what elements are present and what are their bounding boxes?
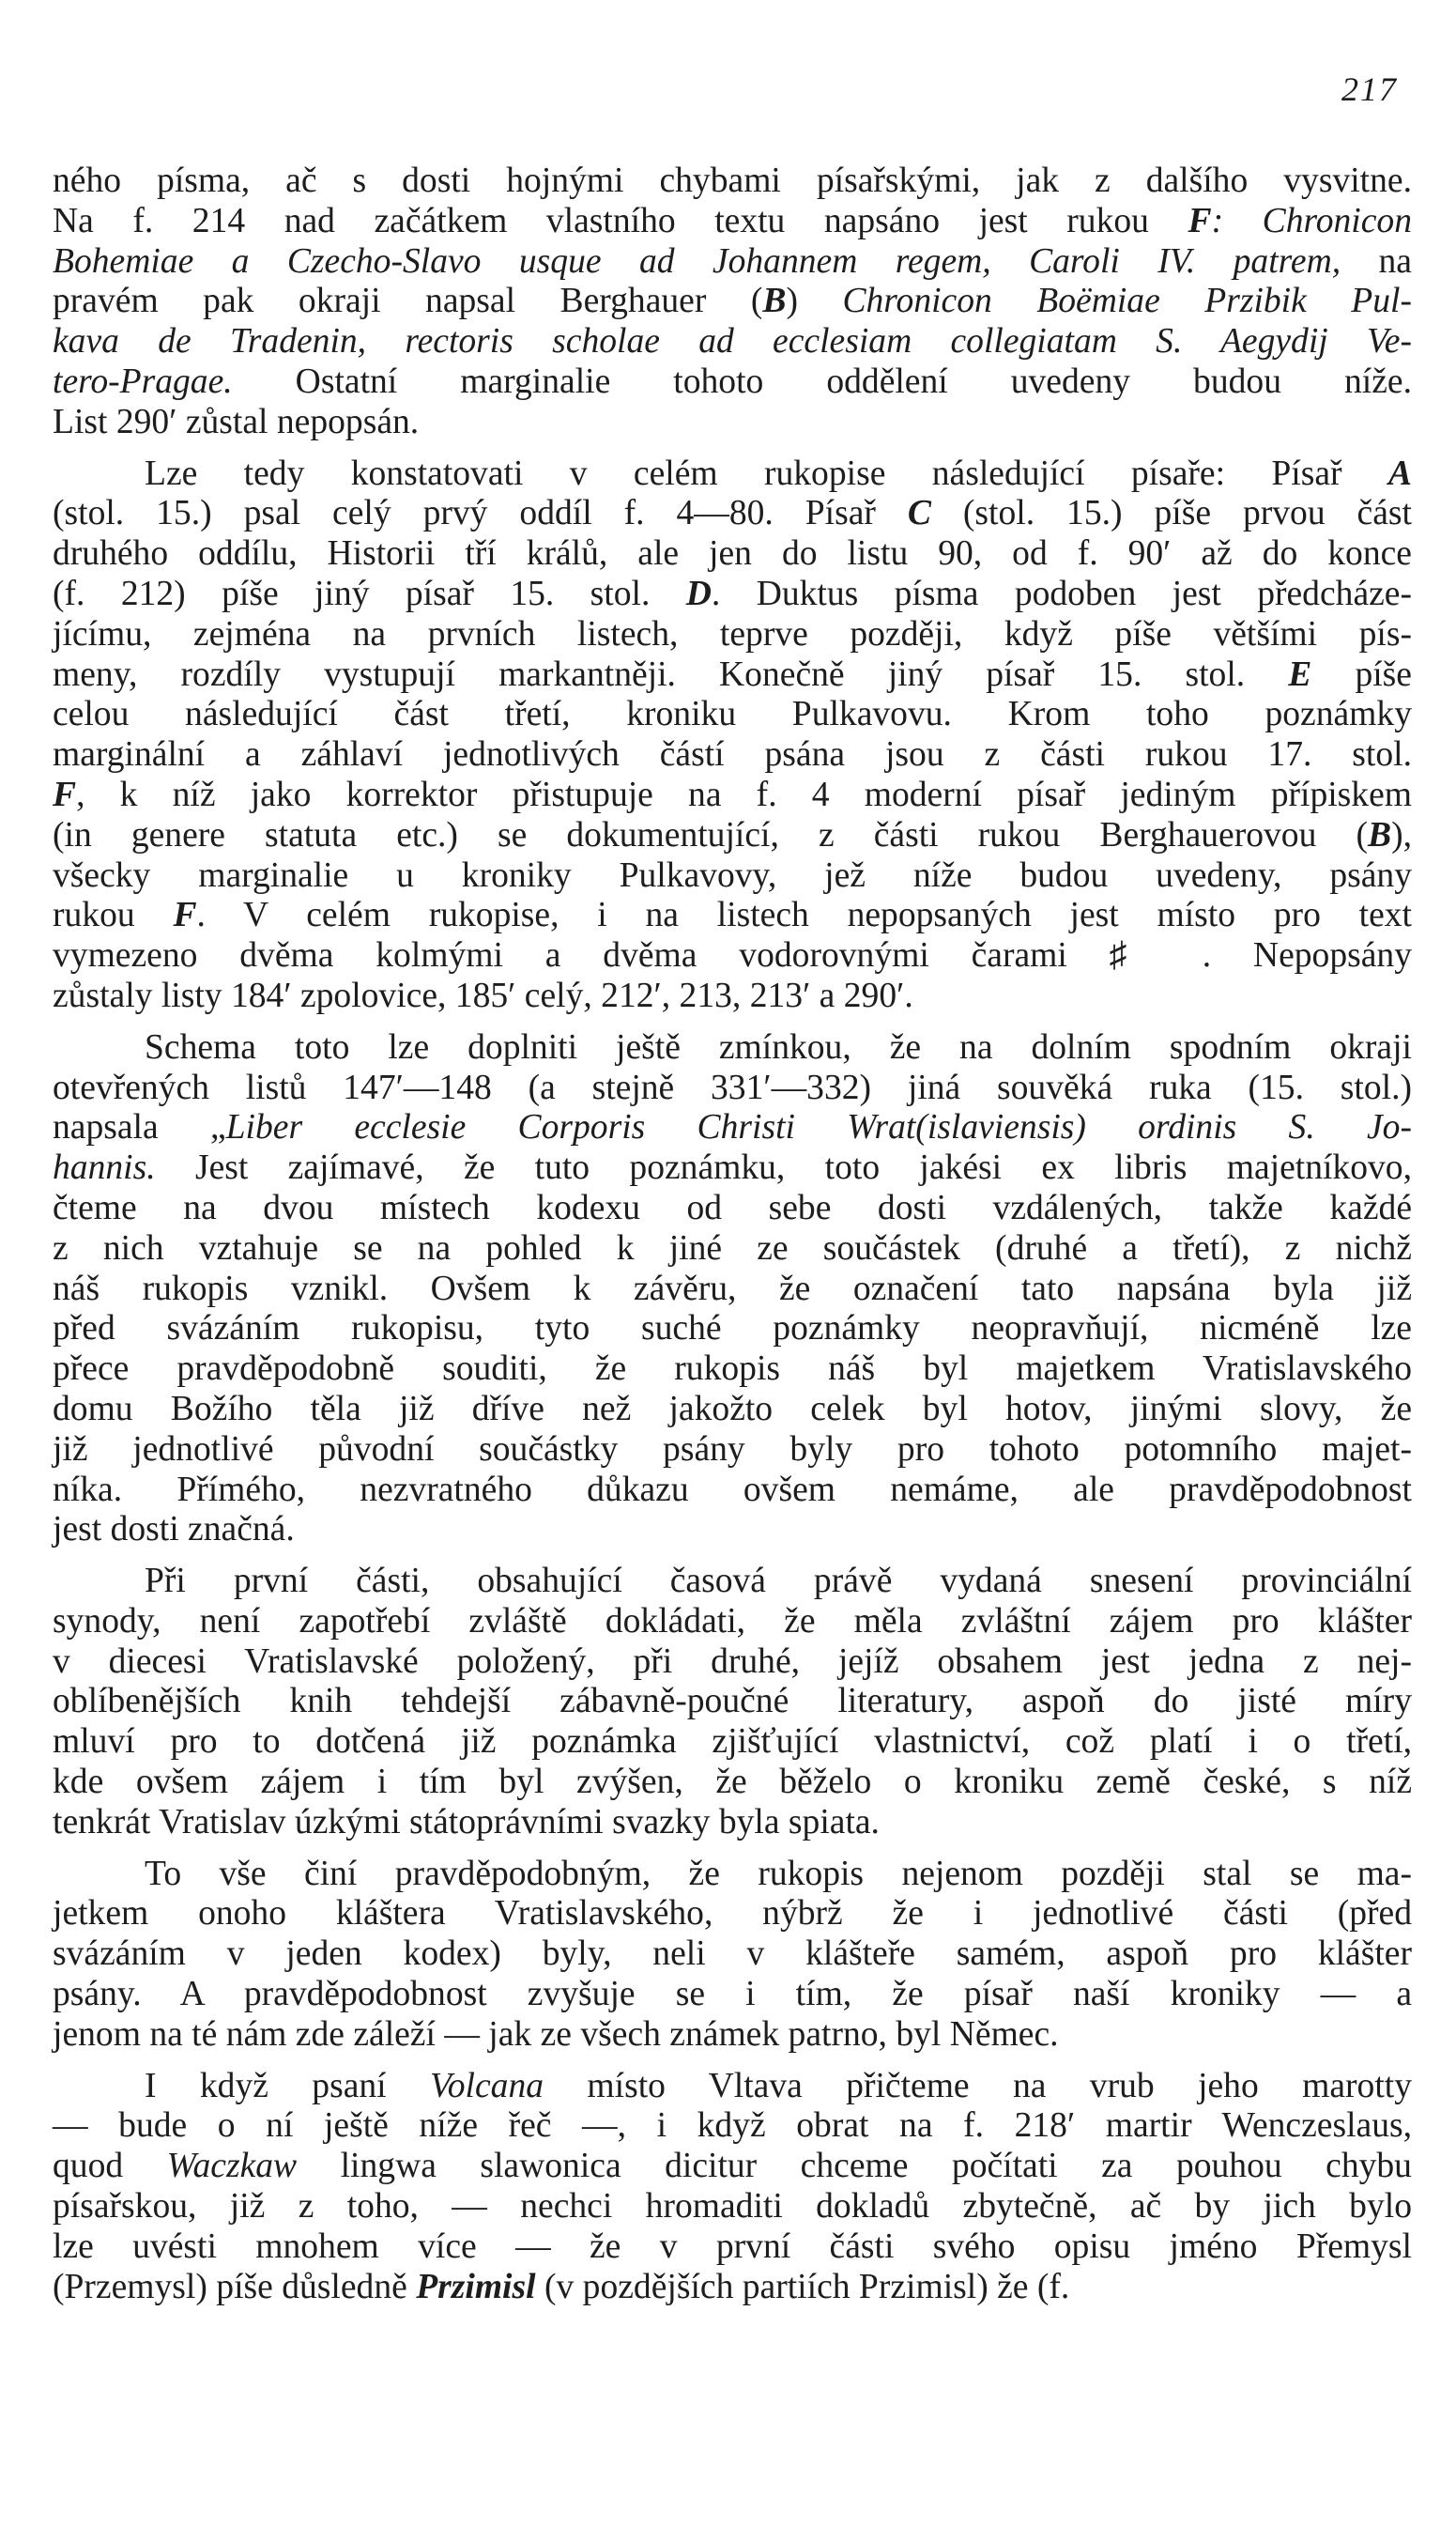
paragraph [53, 1017, 1412, 1550]
text-line [53, 896, 1412, 936]
text-run: otevřených listů 147′—148 (a stejně 331′—332) jiná souvěká ruka (15. stol.) [53, 1068, 1412, 1107]
italic-run: kava de Tradenin, rectoris scholae ad ecclesiam collegiatam S. Aegydij Ve- [53, 322, 1412, 362]
text-line [53, 322, 1412, 362]
text-line [53, 1349, 1412, 1390]
bold-italic-run: C [907, 494, 931, 533]
text-line [53, 162, 1412, 202]
text-line [53, 1108, 1412, 1148]
text-line [53, 1855, 1412, 1895]
text-run: oblíbenějších knih tehdejší zábavně-poučné literatury, aspoň do jisté míry [53, 1682, 1412, 1721]
text-line [53, 1682, 1412, 1722]
text-line [53, 856, 1412, 897]
text-run: domu Božího těla již dříve než jakožto celek byl hotov, jinými slovy, že [53, 1389, 1412, 1428]
paragraph [53, 1843, 1412, 2056]
text-line [53, 2147, 1412, 2187]
italic-run: Volcana [429, 2066, 544, 2105]
text-run: lingwa slawonica dicitur chceme počítati za pouhou chybu [297, 2147, 1412, 2186]
text-run: písařskou, již z toho, — nechci hromaditi dokladů zbytečně, ač by jich bylo [53, 2187, 1412, 2227]
text-run: lze uvésti mnohem více — že v první části svého opisu jméno Přemysl [53, 2227, 1412, 2266]
text-run: (v pozdějších partiích Przimisl) že (f. [535, 2267, 1070, 2306]
bold-italic-run: Przimisl [416, 2267, 536, 2306]
text-line [53, 1270, 1412, 1310]
bold-italic-run: E [1288, 655, 1312, 694]
text-run: . Duktus písma podoben jest předcháze- [711, 574, 1412, 613]
italic-run: Chronicon Boëmiae Przibik Pul- [842, 282, 1412, 321]
text-line [53, 1229, 1412, 1270]
bold-italic-run: D [685, 574, 712, 613]
text-run: jícímu, zejména na prvních listech, teprve později, když píše většími pís- [53, 614, 1412, 654]
bold-italic-run: F [53, 775, 77, 814]
text-run: na [1341, 241, 1412, 281]
text-line [53, 1028, 1412, 1069]
text-run: meny, rozdíly vystupují markantněji. Konečně jiný písař 15. stol. [53, 655, 1289, 694]
text-run: (f. 212) píše jiný písař 15. stol. [53, 574, 686, 613]
text-line [53, 2227, 1412, 2268]
text-line [53, 695, 1412, 735]
text-line [53, 1803, 1412, 1843]
text-line [53, 242, 1412, 283]
text-run: psány. A pravděpodobnost zvyšuje se i tím, že písař naší kroniky — a [53, 1975, 1412, 2014]
text-run: již jednotlivé původní součástky psány byly pro tohoto potomního majet- [53, 1429, 1412, 1469]
text-line [53, 1934, 1412, 1975]
text-line [53, 1562, 1412, 1602]
text-run: ného písma, ač s dosti hojnými chybami písařskými, jak z dalšího vysvitne. [53, 162, 1412, 200]
text-run: jest dosti značná. [53, 1510, 295, 1549]
text-run: ) [786, 282, 843, 321]
italic-run: : Chronicon [1211, 201, 1412, 240]
text-run: jenom na té nám zde záleží — jak ze všech známek patrno, byl Němec. [53, 2014, 1059, 2054]
bold-italic-run: A [1387, 454, 1412, 493]
text-line [53, 735, 1412, 776]
text-run: I když psaní [145, 2066, 430, 2105]
text-run: Na f. 214 nad začátkem vlastního textu napsáno jest rukou [53, 201, 1188, 240]
text-line [53, 977, 1412, 1017]
text-run: (Przemysl) píše důsledně [53, 2267, 417, 2306]
text-run: pravém pak okraji napsal Berghauer ( [53, 282, 763, 321]
text-line [53, 655, 1412, 696]
text-line [53, 2106, 1412, 2147]
text-run: (stol. 15.) píše prvou část [930, 494, 1412, 533]
text-line [53, 1642, 1412, 1683]
bold-italic-run: B [1368, 815, 1392, 855]
text-line [53, 1148, 1412, 1189]
text-line [53, 202, 1412, 242]
paragraph [53, 443, 1412, 1017]
text-line [53, 1069, 1412, 1109]
text-line [53, 2187, 1412, 2227]
text-run: přece pravděpodobně souditi, že rukopis náš byl majetkem Vratislavského [53, 1349, 1412, 1389]
text-line [53, 816, 1412, 856]
text-line [53, 494, 1412, 534]
text-line [53, 575, 1412, 615]
text-run: čteme na dvou místech kodexu od sebe dosti vzdálených, takže každé [53, 1188, 1412, 1227]
text-line [53, 455, 1412, 495]
text-run: Jest zajímavé, že tuto poznámku, toto jakési ex libris majetníkovo, [155, 1148, 1412, 1188]
text-line [53, 1975, 1412, 2015]
text-line [53, 1430, 1412, 1471]
text-line [53, 1189, 1412, 1229]
text-line [53, 936, 1412, 977]
paragraph [53, 162, 1412, 443]
text-line [53, 362, 1412, 403]
text-run: z nich vztahuje se na pohled k jiné ze součástek (druhé a třetí), z nichž [53, 1228, 1412, 1268]
text-run: , k níž jako korrektor přistupuje na f. 4 moderní písař jediným přípiskem [76, 775, 1412, 814]
text-run: tenkrát Vratislav úzkými státoprávními svazky byla spiata. [53, 1802, 880, 1841]
text-line [53, 2067, 1412, 2107]
text-run: ), [1391, 815, 1412, 855]
text-line [53, 1602, 1412, 1642]
text-run: (stol. 15.) psal celý prvý oddíl f. 4—80. Písař [53, 494, 908, 533]
text-run: marginální a záhlaví jednotlivých částí psána jsou z části rukou 17. stol. [53, 735, 1412, 775]
text-line [53, 2015, 1412, 2056]
text-line [53, 615, 1412, 655]
text-line [53, 1763, 1412, 1803]
bold-italic-run: B [762, 282, 787, 321]
text-line [53, 282, 1412, 322]
text-run: zůstaly listy 184′ zpolovice, 185′ celý, 212′, 213, 213′ a 290′. [53, 976, 913, 1015]
text-run: všecky marginalie u kroniky Pulkavovy, jež níže budou uvedeny, psány [53, 855, 1412, 895]
italic-run: tero-Pragae. [53, 362, 233, 401]
body-text [53, 162, 1412, 2307]
italic-run: Liber ecclesie Corporis Christi Wrat(islaviensis) ordinis S. Jo- [225, 1108, 1412, 1148]
text-line [53, 1471, 1412, 1511]
text-run: píše [1311, 655, 1412, 694]
text-run: synody, není zapotřebí zvláště dokládati, že měla zvláštní zájem pro klášter [53, 1601, 1412, 1641]
text-run: mluví pro to dotčená již poznámka zjišťující vlastnictví, což platí i o třetí, [53, 1722, 1412, 1762]
text-line [53, 534, 1412, 575]
text-run: v diecesi Vratislavské položený, při druhé, jejíž obsahem jest jedna z nej- [53, 1641, 1412, 1681]
text-run: kde ovšem zájem i tím byl zvýšen, že běželo o kroniku země české, s níž [53, 1763, 1412, 1802]
text-run: rukou [53, 896, 174, 935]
text-run: Při první části, obsahující časová právě vydaná snesení provinciální [145, 1562, 1412, 1601]
text-run: Schema toto lze doplniti ještě zmínkou, že na dolním spodním okraji [145, 1027, 1412, 1067]
text-run: Lze tedy konstatovati v celém rukopise následující písaře: Písař [145, 454, 1388, 493]
text-line [53, 1510, 1412, 1550]
text-line [53, 403, 1412, 443]
text-run: místo Vltava přičteme na vrub jeho marotty [544, 2066, 1412, 2105]
text-run: svázáním v jeden kodex) byly, neli v klášteře samém, aspoň pro klášter [53, 1934, 1412, 1974]
text-run: napsala „ [53, 1108, 226, 1148]
paragraph [53, 2056, 1412, 2308]
text-line [53, 1390, 1412, 1430]
bold-italic-run: F [173, 896, 197, 935]
text-line [53, 1309, 1412, 1349]
text-run: jetkem onoho kláštera Vratislavského, nýbrž že i jednotlivé části (před [53, 1894, 1412, 1934]
text-line [53, 2268, 1412, 2308]
text-run: — bude o ní ještě níže řeč —, i když obrat na f. 218′ martir Wenczeslaus, [53, 2106, 1412, 2146]
text-run: List 290′ zůstal nepopsán. [53, 402, 420, 441]
text-run: celou následující část třetí, kroniku Pulkavovu. Krom toho poznámky [53, 695, 1412, 734]
text-run: quod [53, 2147, 167, 2186]
text-run: To vše činí pravděpodobným, že rukopis nejenom později stal se ma- [145, 1854, 1412, 1893]
text-run: druhého oddílu, Historii tří králů, ale jen do listu 90, od f. 90′ až do konce [53, 534, 1412, 574]
text-run: níka. Přímého, nezvratného důkazu ovšem nemáme, ale pravděpodobnost [53, 1470, 1412, 1509]
italic-run: hannis. [53, 1148, 156, 1188]
text-line [53, 1722, 1412, 1763]
italic-run: Waczkaw [166, 2147, 298, 2186]
text-run: před svázáním rukopisu, tyto suché poznámky neopravňují, nicméně lze [53, 1309, 1412, 1348]
bold-italic-run: F [1188, 201, 1212, 240]
paragraph [53, 1550, 1412, 1843]
page-number: 217 [1341, 70, 1398, 108]
text-run: (in genere statuta etc.) se dokumentující, z části rukou Berghauerovou ( [53, 815, 1368, 855]
text-run: náš rukopis vznikl. Ovšem k závěru, že označení tato napsána byla již [53, 1269, 1412, 1308]
text-run: Ostatní marginalie tohoto oddělení uvedeny budou níže. [232, 362, 1412, 401]
text-run: vymezeno dvěma kolmými a dvěma vodorovnými čarami ♯ . Nepopsány [53, 936, 1412, 976]
italic-run: Bohemiae a Czecho-Slavo usque ad Johannem regem, Caroli IV. patrem, [53, 241, 1341, 281]
text-run: . V celém rukopise, i na listech nepopsaných jest místo pro text [196, 896, 1412, 935]
text-line [53, 1894, 1412, 1934]
text-line [53, 776, 1412, 816]
